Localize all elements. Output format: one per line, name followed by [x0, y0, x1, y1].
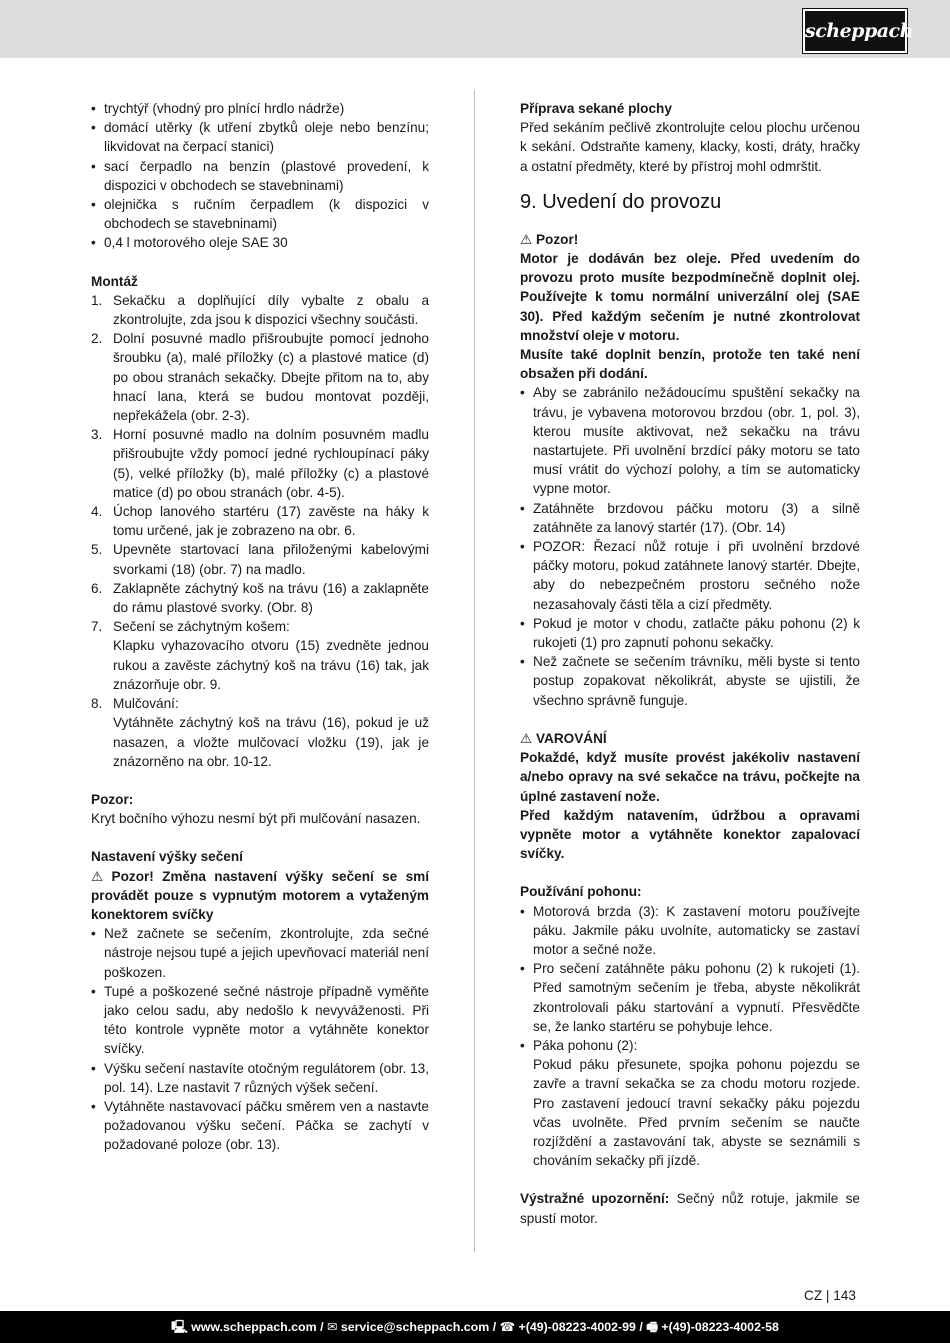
list-item: • Pro sečení zatáhněte páku pohonu (2) k rukojeti (1). Před samotným sečením je třeba, abyste několikrát zkontrolovali páku startování a vypnutí. Přesvědčte se, že lanko startéru se pohybuje lehce.	[520, 959, 860, 1036]
list-item: • Vytáhněte nastavovací páčku směrem ven a nastavte požadovanou výšku sečení. Páčka se zachytí v požadované poloze (obr. 13).	[91, 1097, 429, 1155]
oil-warning-text: Motor je dodáván bez oleje. Před uvedením do provozu proto musíte bezpodmínečně doplnit olej. Používejte k tomu normální univerzální olej (SAE 30). Před každým sečením je nutné zkontrolovat množství oleje v motoru.	[520, 251, 860, 343]
computer-icon: 🖳	[171, 1320, 188, 1334]
startup-list	[520, 383, 860, 709]
list-item: • sací čerpadlo na benzín (plastové provedení, k dispozici v obchodech se stavebninami)	[91, 157, 429, 195]
cutting-height-warning: ⚠ Pozor! Změna nastavení výšky sečení se smí provádět pouze s vypnutým motorem a vytaženým konektorem svíčky	[91, 868, 429, 922]
list-item	[91, 617, 429, 694]
fax-number: +(49)-08223-4002-58	[661, 1320, 779, 1334]
page-number: CZ | 143	[804, 1288, 856, 1303]
step-number: 4.	[91, 504, 103, 520]
step-number: 2.	[91, 331, 103, 347]
step-number: 8.	[91, 696, 103, 712]
list-item: • Zatáhněte brzdovou páčku motoru (3) a silně zatáhněte za lanový startér (17). (Obr. 14)	[520, 499, 860, 537]
step-number: 1.	[91, 292, 103, 308]
phone-number: +(49)-08223-4002-99	[518, 1320, 636, 1334]
list-item	[91, 579, 429, 617]
caution-text: Kryt bočního výhozu nesmí být při mulčování nasazen.	[91, 811, 421, 827]
email-link[interactable]: service@scheppach.com	[340, 1320, 490, 1334]
list-item	[91, 291, 429, 329]
warning-triangle-icon: ⚠	[520, 231, 533, 247]
warning-triangle-icon: ⚠	[91, 868, 104, 884]
list-item: • 0,4 l motorového oleje SAE 30	[91, 233, 429, 252]
list-item: • Než začnete se sečením, zkontrolujte, zda sečné nástroje nejsou tupé a jejich upevňovací materiál není poškozen.	[91, 924, 429, 982]
preparation-text: Před sekáním pečlivě zkontrolujte celou plochu určenou k sekání. Odstraňte kameny, klacky, kosti, dráty, hračky a ostatní předměty, které by přístroj mohl odmrštit.	[520, 120, 860, 174]
list-item: • Pokud je motor v chodu, zatlačte páku pohonu (2) k rukojeti (1) pro zapnutí pohonu sekačky.	[520, 614, 860, 652]
list-item: • olejnička s ručním čerpadlem (k dispozici v obchodech se stavebninami)	[91, 195, 429, 233]
drive-subtext: Pokud páku přesunete, spojka pohonu pojezdu se zavře a travní sekačka se za chodu motoru rozjede. Pro zastavení jedoucí travní sekačky páku pojezdu včas uvolněte. Před prvním sečením se naučte rozjíždění a zastavování tak, abyste se seznámili s chováním sekačky při jízdě.	[533, 1057, 860, 1169]
phone-icon: ☎	[499, 1320, 516, 1334]
danger-warning-text-2: Před každým natavením, údržbou a opravami vypněte motor a vytáhněte konektor zapalovací svíčky.	[520, 807, 860, 862]
drive-list	[520, 902, 860, 1171]
caution-heading: Pozor:	[91, 791, 134, 807]
step-subtext: Vytáhněte záchytný koš na trávu (16), pokud je už nasazen, a vložte mulčovací vložku (19), jak je znázorněno na obr. 10-12.	[113, 715, 429, 769]
final-warning-label: Výstražné upozornění:	[520, 1191, 670, 1207]
tools-list	[91, 99, 429, 253]
list-item: • Tupé a poškozené sečné nástroje případně vyměňte jako celou sadu, aby nedošlo k nevyváženosti. Při této kontrole vypněte motor a vytáhněte konektor svíčky.	[91, 982, 429, 1059]
list-item: • Než začnete se sečením trávníku, měli byste si tento postup zopakovat několikrát, abyste se ujistili, že všechno správně funguje.	[520, 652, 860, 710]
left-column	[91, 99, 429, 1155]
list-item: • Motorová brzda (3): K zastavení motoru používejte páku. Jakmile páku uvolníte, automaticky se zastaví motor a sečné nože.	[520, 902, 860, 960]
preparation-heading: Příprava sekané plochy	[520, 101, 672, 116]
step-text: Zaklapněte záchytný koš na trávu (16) a zaklapněte do rámu plastové svorky. (Obr. 8)	[113, 580, 429, 616]
list-item: • domácí utěrky (k utření zbytků oleje nebo benzínu; likvidovat na čerpací stanici)	[91, 118, 429, 156]
step-subtext: Klapku vyhazovacího otvoru (15) zvedněte jednou rukou a zavěste záchytný koš na trávu (16) tak, jak znázorňuje obr. 9.	[113, 638, 429, 692]
cutting-height-heading: Nastavení výšky sečení	[91, 849, 243, 865]
warning-triangle-icon: ⚠	[520, 730, 533, 746]
fuel-warning-text: Musíte také doplnit benzín, protože ten také není obsažen při dodání.	[520, 347, 860, 382]
list-item: • Aby se zabránilo nežádoucímu spuštění sekačky na trávu, je vybavena motorovou brzdou (obr. 1, pol. 3), kterou musíte aktivovat, než sekačku na trávu nastartujete. Při uvolnění brzdící páky motoru se tato musí vrátit do výchozí polohy, a tím se automaticky vypne motor.	[520, 383, 860, 498]
footer-bar: 🖳 www.scheppach.com / ✉ service@scheppach.com / ☎ +(49)-08223-4002-99 / 🖷 +(49)-08223-4002-58	[0, 1311, 950, 1343]
cutting-height-list	[91, 924, 429, 1154]
oil-warning-label: ⚠ Pozor!	[520, 230, 860, 249]
danger-warning-text: Pokaždé, když musíte provést jakékoliv nastavení a/nebo opravy na své sekačce na trávu, počkejte na úplné zastavení nože.	[520, 750, 860, 804]
list-item: • Výšku sečení nastavíte otočným regulátorem (obr. 13, pol. 14). Lze nastavit 7 různých výšek sečení.	[91, 1059, 429, 1097]
step-text: Upevněte startovací lana přiloženými kabelovými svorkami (18) (obr. 7) na madlo.	[113, 542, 429, 577]
list-item	[91, 540, 429, 578]
brand-logo: scheppach	[803, 9, 907, 53]
step-text: Úchop lanového startéru (17) zavěste na háky k tomu určené, jak je zobrazeno na obr. 6.	[113, 504, 429, 539]
list-item	[91, 502, 429, 540]
mail-icon: ✉	[326, 1320, 338, 1334]
final-warning	[520, 1189, 860, 1227]
list-item	[91, 329, 429, 425]
assembly-heading: Montáž	[91, 273, 138, 289]
step-number: 7.	[91, 619, 103, 635]
section-heading: 9. Uvedení do provozu	[520, 190, 722, 213]
list-item: • trychtýř (vhodný pro plnící hrdlo nádrže)	[91, 99, 429, 118]
step-text: Dolní posuvné madlo přišroubujte pomocí jednoho šroubku (a), malé příložky (c) a plastové matice (d) po obou stranách sekačky. Dbejte přitom na to, aby hnací lana, která se budou montovat později, nepřekážela (obr. 2-3).	[113, 331, 429, 424]
assembly-steps	[91, 291, 429, 771]
fax-icon: 🖷	[646, 1320, 658, 1334]
drive-heading: Používání pohonu:	[520, 884, 642, 900]
step-text: Sečení se záchytným košem:	[113, 619, 290, 635]
list-item	[91, 694, 429, 771]
right-column	[520, 99, 860, 1228]
danger-warning-label: ⚠ VAROVÁNÍ	[520, 729, 860, 748]
website-link[interactable]: www.scheppach.com	[191, 1320, 317, 1334]
final-warning-text: Sečný nůž rotuje, jakmile se spustí motor.	[520, 1191, 860, 1226]
step-text: Sekačku a doplňující díly vybalte z obalu a zkontrolujte, zda jsou k dispozici všechny součásti.	[113, 292, 429, 328]
step-text: Horní posuvné madlo na dolním posuvném madlu přišroubujte vždy pomocí jedné rychloupínací páky (5), velké příložky (b), malé příložky (c) a plastové matice (d) po obou stranách (obr. 4-5).	[113, 427, 429, 500]
list-item: • Páka pohonu (2): Pokud páku přesunete, spojka pohonu pojezdu se zavře a travní sekačka se za chodu motoru rozjede. Pro zastavení jedoucí travní sekačky páku pojezdu včas uvolněte. Před prvním sečením se naučte rozjíždění a zastavování tak, abyste se seznámili s chováním sekačky při jízdě.	[520, 1036, 860, 1170]
list-item	[91, 425, 429, 502]
step-number: 6.	[91, 580, 103, 596]
list-item: • POZOR: Řezací nůž rotuje i při uvolnění brzdové páčky motoru, pokud zatáhnete lanový startér. Dbejte, aby do nebezpečném prostoru sečného nože nezasahovaly části těla a cizí předměty.	[520, 537, 860, 614]
step-number: 5.	[91, 542, 103, 558]
step-number: 3.	[91, 427, 103, 443]
step-text: Mulčování:	[113, 696, 179, 712]
column-divider	[474, 90, 475, 1252]
